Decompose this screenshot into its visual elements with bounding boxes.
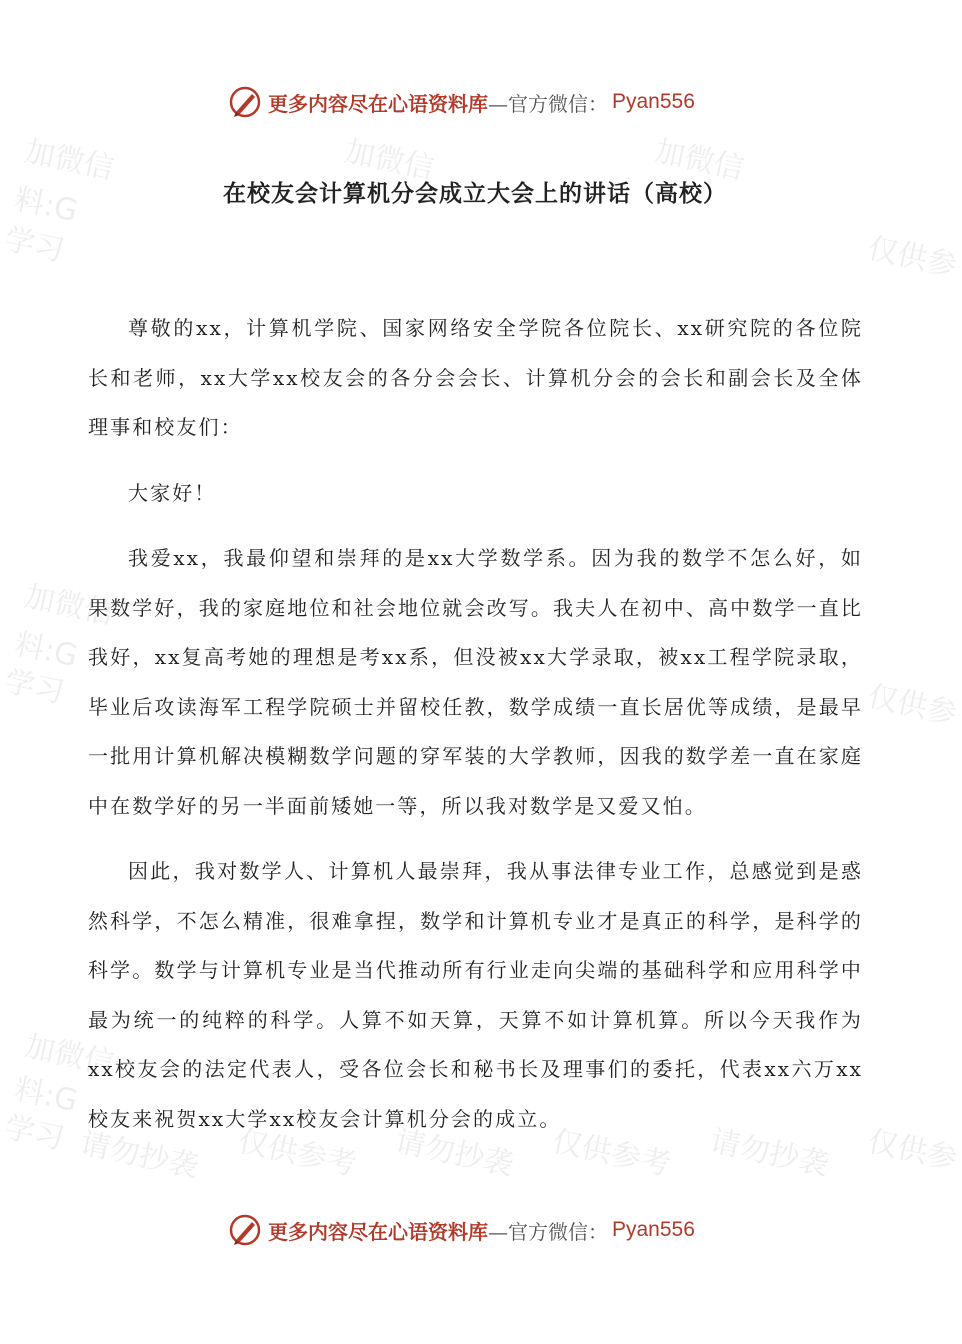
watermark-text: 加微信	[341, 133, 437, 187]
document-title: 在校友会计算机分会成立大会上的讲话（高校）	[223, 181, 727, 207]
watermark-text: 仅供参考	[234, 1123, 360, 1184]
watermark-text: 料:G	[11, 626, 81, 675]
watermark-text: 仅供参	[864, 1123, 960, 1177]
watermark-text: 请勿抄袭	[706, 1123, 832, 1184]
watermark-text: 料:G	[11, 181, 81, 230]
paragraph-salutation: 尊敬的xx，计算机学院、国家网络安全学院各位院长、xx研究院的各位院长和老师，xx大学xx校友会的各分会会长、计算机分会的会长和副会长及全体理事和校友们：	[88, 316, 863, 439]
watermark-text: 学习	[1, 222, 68, 269]
watermark-text: 学习	[1, 1110, 68, 1157]
watermark-text: 加微信	[21, 133, 117, 187]
official-label: —官方微信：	[488, 91, 608, 116]
watermark-text: 仅供参考	[548, 1123, 674, 1184]
paragraph-body: 因此，我对数学人、计算机人最崇拜，我从事法律专业工作，总感觉到是惑然科学，不怎么精准，很难拿捏，数学和计算机专业才是真正的科学，是科学的科学。数学与计算机专业是当代推动所有行业走向尖端的基础科学和应用科学中最为统一的纯粹的科学。人算不如天算，天算不如计算机算。所以今天我作为xx校友会的法定代表人，受各位会长和秘书长及理事们的委托，代表xx六万xx校友来祝贺xx大学xx校友会计算机分会的成立。	[88, 859, 863, 1131]
watermark-text: 学习	[1, 664, 68, 711]
official-label: —官方微信：	[488, 1219, 608, 1244]
watermark-text: 加微信	[651, 133, 747, 187]
header-banner	[228, 82, 695, 122]
brand-text: 更多内容尽在心语资料库	[268, 91, 488, 116]
document-body	[88, 304, 863, 1160]
watermark-text: 料:G	[11, 1071, 81, 1120]
brand-text: 更多内容尽在心语资料库	[268, 1219, 488, 1244]
watermark-text: 仅供参	[864, 230, 960, 284]
watermark-text: 仅供参	[864, 678, 960, 732]
paragraph-greeting: 大家好！	[128, 480, 217, 505]
watermark-text: 加微信	[21, 578, 117, 632]
watermark-text: 请勿抄袭	[76, 1125, 202, 1186]
wechat-id: Pyan556	[612, 1218, 695, 1241]
footer-banner	[228, 1210, 695, 1250]
watermark-text: 加微信	[21, 1028, 117, 1082]
wechat-id: Pyan556	[612, 90, 695, 113]
paragraph-body: 我爱xx，我最仰望和崇拜的是xx大学数学系。因为我的数学不怎么好，如果数学好，我的家庭地位和社会地位就会改写。我夫人在初中、高中数学一直比我好，xx复高考她的理想是考xx系，但没被xx大学录取，被xx工程学院录取，毕业后攻读海军工程学院硕士并留校任教，数学成绩一直长居优等成绩，是最早一批用计算机解决模糊数学问题的穿军装的大学教师，因我的数学差一直在家庭中在数学好的另一半面前矮她一等，所以我对数学是又爱又怕。	[88, 546, 863, 818]
pen-logo-icon	[228, 1213, 262, 1247]
watermark-text: 请勿抄袭	[391, 1123, 517, 1184]
pen-logo-icon	[228, 85, 262, 119]
